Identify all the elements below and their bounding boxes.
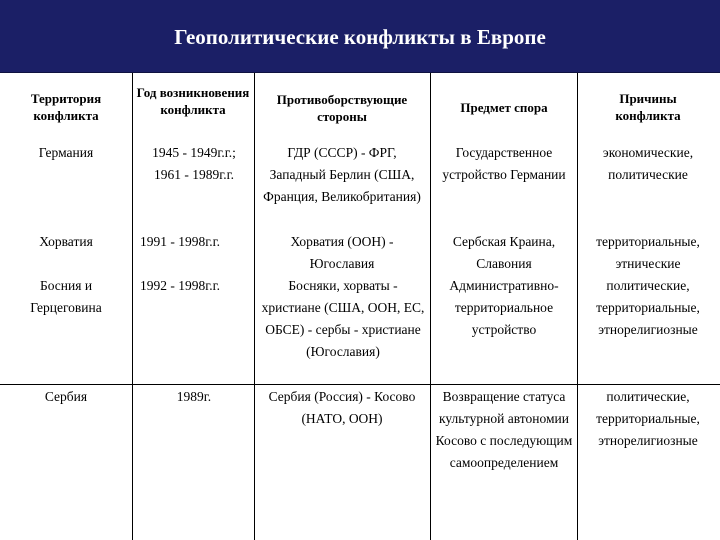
row-divider <box>0 384 720 385</box>
title-bar <box>0 0 720 73</box>
row-2-territory: Хорватия <box>39 234 93 249</box>
column-divider <box>430 73 431 540</box>
column-divider <box>254 73 255 540</box>
header-sides: Противоборствующие стороны <box>276 92 408 124</box>
row-1-territory: Германия <box>38 145 94 160</box>
row-4-year: 1989г. <box>176 389 212 404</box>
row-4-territory: Сербия <box>44 389 88 404</box>
row-2-causes: территориальные, этнические <box>596 234 700 271</box>
row-3-sides: Босняки, хорваты - христиане (США, ООН, ЕС, ОБСЕ) - сербы - христиане (Югославия) <box>261 278 425 359</box>
page-title: Геополитические конфликты в Европе <box>174 25 546 49</box>
header-subject: Предмет спора <box>460 100 548 115</box>
row-2-year: 1991 - 1998г.г. <box>140 234 221 249</box>
row-2-sides: Хорватия (ООН) - Югославия <box>290 234 394 271</box>
header-territory: Территория конфликта <box>30 91 102 123</box>
row-2-subject: Сербская Краина, Славония <box>452 234 556 271</box>
row-4-causes: политические, территориальные, этнорелигиозные <box>596 389 700 448</box>
row-4-sides: Сербия (Россия) - Косово (НАТО, ООН) <box>268 389 416 426</box>
row-3-causes: политические, территориальные, этнорелигиозные <box>596 278 700 337</box>
row-1-sides: ГДР (СССР) - ФРГ, Западный Берлин (США, Франция, Великобритания) <box>263 145 421 204</box>
row-4-subject: Возвращение статуса культурной автономии Косово с последующим самоопределением <box>435 389 573 470</box>
row-3-year: 1992 - 1998г.г. <box>140 278 221 293</box>
row-3-subject: Административно-территориальное устройство <box>449 278 559 337</box>
row-3-territory: Босния и Герцеговина <box>30 278 102 315</box>
column-divider <box>577 73 578 540</box>
header-causes: Причины конфликта <box>615 91 681 123</box>
row-1-year: 1945 - 1949г.г.; 1961 - 1989г.г. <box>152 145 236 182</box>
header-year: Год возникновения конфликта <box>136 85 250 117</box>
row-1-causes: экономические, политические <box>602 145 694 182</box>
row-1-subject: Государственное устройство Германии <box>442 145 566 182</box>
column-divider <box>132 73 133 540</box>
